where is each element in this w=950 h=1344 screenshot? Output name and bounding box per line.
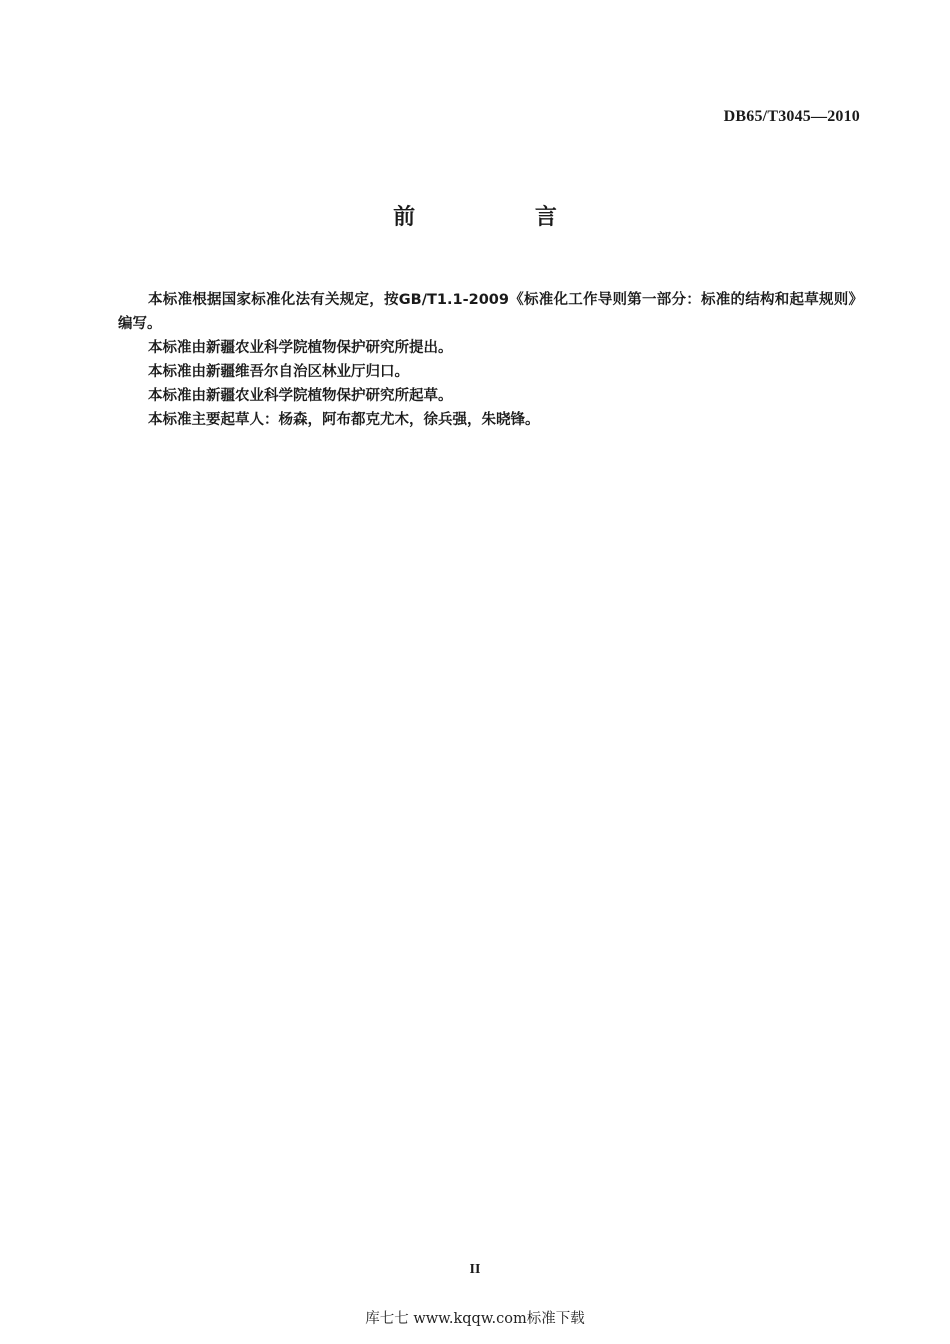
standard-code: DB65/T3045—2010: [723, 108, 860, 125]
paragraph-basis: 本标准根据国家标准化法有关规定，按GB/T1.1-2009《标准化工作导则第一部分：标准的结构和起草规则》编写。: [118, 292, 863, 332]
foreword-body: [118, 288, 863, 432]
paragraph-drafting-unit: 本标准由新疆农业科学院植物保护研究所起草。: [148, 388, 453, 404]
paragraph-drafters: 本标准主要起草人：杨森，阿布都克尤木，徐兵强，朱晓锋。: [148, 412, 540, 428]
paragraph-proposer: 本标准由新疆农业科学院植物保护研究所提出。: [148, 340, 453, 356]
page-number: II: [469, 1262, 481, 1277]
footer-watermark: 库七七 www.kqqw.com标准下载: [365, 1311, 585, 1327]
page-title: 前 言: [393, 205, 613, 230]
paragraph-administrator: 本标准由新疆维吾尔自治区林业厅归口。: [148, 364, 409, 380]
